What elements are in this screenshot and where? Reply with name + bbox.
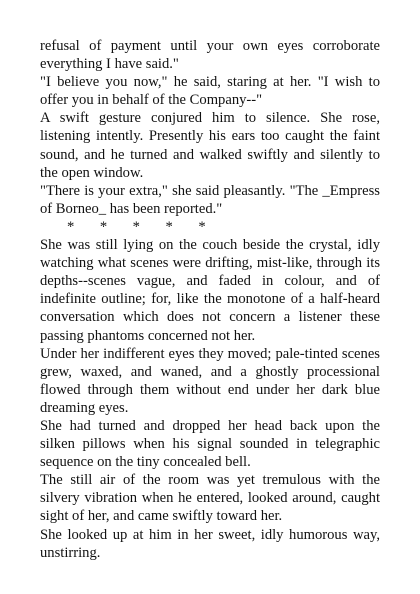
paragraph-4: "There is your extra," she said pleasantly. "The _Empress of Borneo_ has been reported." (40, 182, 380, 217)
book-page (40, 37, 380, 562)
paragraph-9: She looked up at him in her sweet, idly humorous way, unstirring. (40, 526, 380, 561)
paragraph-8: The still air of the room was yet tremulous with the silvery vibration when he entered, looked around, caught sight of her, and came swiftly toward her. (40, 472, 380, 525)
paragraph-3: A swift gesture conjured him to silence. She rose, listening intently. Presently his ears too caught the faint sound, and he turned and walked swiftly and silently to the open window. (40, 110, 380, 181)
paragraph-5: She was still lying on the couch beside the crystal, idly watching what scenes were drifting, mist-like, through its depths--scenes vague, and faded in colour, and of indefinite outline; for, like the monotone of a half-heard conversation which does not concern a listener these passing phantoms concerned not her. (40, 237, 380, 344)
paragraph-6: Under her indifferent eyes they moved; pale-tinted scenes grew, waxed, and waned, and a ghostly processional flowed through them without end under her dark blue dreaming eyes. (40, 345, 380, 416)
section-separator: * * * * * (67, 218, 206, 235)
paragraph-2: "I believe you now," he said, staring at her. "I wish to offer you in behalf of the Company--" (40, 74, 380, 109)
paragraph-7: She had turned and dropped her head back upon the silken pillows when his signal sounded in telegraphic sequence on the tiny concealed bell. (40, 417, 380, 471)
paragraph-1: refusal of payment until your own eyes corroborate everything I have said." (40, 38, 380, 73)
